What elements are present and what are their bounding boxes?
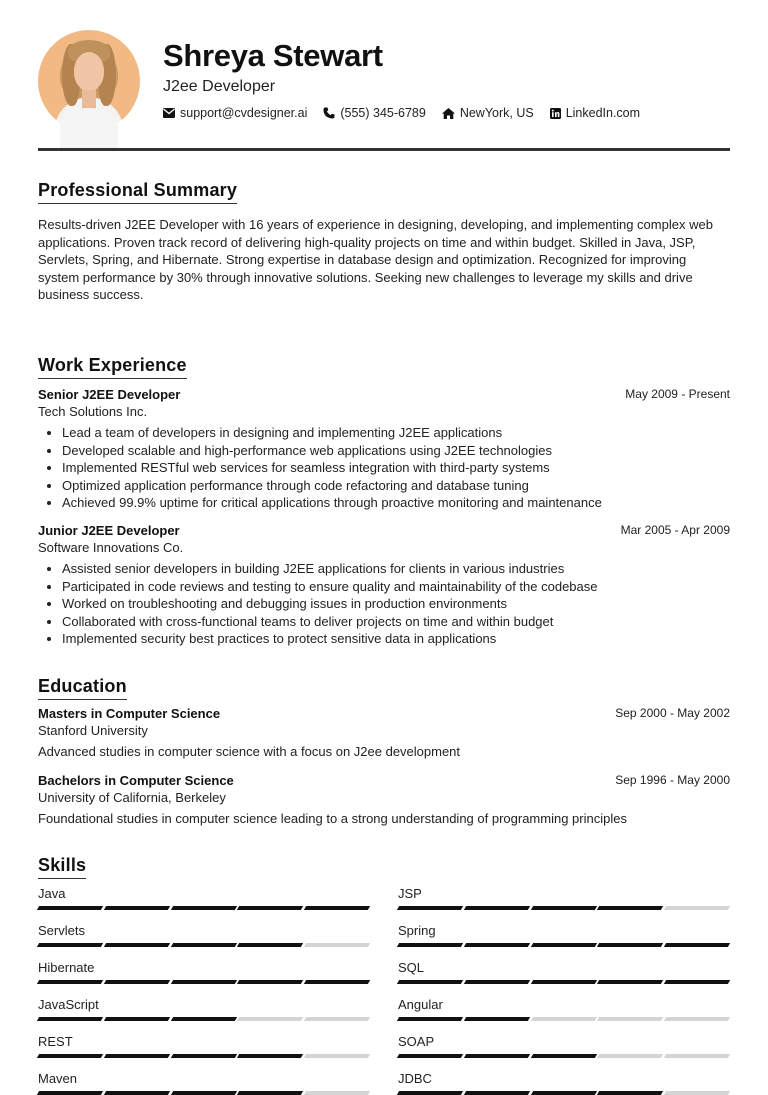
skill-name: SOAP (398, 1034, 435, 1049)
skill-level-segment-filled (104, 943, 170, 947)
skill-level-bar (398, 1054, 729, 1058)
education-heading: Education (38, 676, 127, 700)
skill-level-bar (398, 980, 729, 984)
skill-name: Java (38, 886, 66, 901)
skill-level-segment-filled (237, 906, 303, 910)
skill-level-segment-filled (597, 943, 663, 947)
skill-item (398, 886, 729, 901)
linkedin-icon (550, 108, 561, 119)
skill-name: JSP (398, 886, 422, 901)
list-item: • Lead a team of developers in designing and implementing J2EE applications (62, 424, 730, 442)
skill-name: Servlets (38, 923, 85, 938)
skill-name: Spring (398, 923, 436, 938)
skill-level-segment-filled (37, 1017, 103, 1021)
skill-level-segment-filled (104, 1017, 170, 1021)
contact-location (442, 106, 534, 120)
header-divider (38, 148, 730, 151)
skill-level-segment-filled (37, 1054, 103, 1058)
job-entry (38, 387, 730, 512)
job-dates: May 2009 - Present (625, 387, 730, 401)
skill-level-segment-filled (104, 1054, 170, 1058)
list-item: • Assisted senior developers in building J2EE applications for clients in various industries (62, 560, 730, 578)
skill-level-segment-filled (464, 1017, 530, 1021)
skill-level-segment-filled (464, 943, 530, 947)
skill-level-segment-filled (530, 943, 596, 947)
skill-level-segment-filled (170, 980, 236, 984)
skill-name: JDBC (398, 1071, 432, 1086)
job-company: Software Innovations Co. (38, 540, 184, 555)
skill-level-segment-filled (170, 1054, 236, 1058)
list-item: • Developed scalable and high-performance web applications using J2EE technologies (62, 442, 730, 460)
skill-level-segment-filled (464, 1091, 530, 1095)
skill-level-segment-filled (304, 980, 370, 984)
skill-level-segment-filled (530, 906, 596, 910)
list-item: • Implemented security best practices to protect sensitive data in applications (62, 630, 730, 648)
skill-level-segment-filled (530, 980, 596, 984)
skill-level-segment-filled (397, 1054, 463, 1058)
skill-level-segment-empty (664, 1017, 730, 1021)
phone-icon (323, 107, 335, 119)
resume-header (38, 30, 730, 132)
skill-level-segment-filled (304, 906, 370, 910)
job-title: Senior J2EE Developer (38, 387, 181, 402)
skill-level-segment-filled (597, 1091, 663, 1095)
skill-name: JavaScript (38, 997, 99, 1012)
school-name: Stanford University (38, 723, 148, 738)
skill-level-segment-empty (304, 1017, 370, 1021)
job-entry (38, 523, 730, 648)
skill-item (398, 1071, 729, 1086)
skill-level-segment-filled (170, 1017, 236, 1021)
skill-level-segment-empty (664, 1091, 730, 1095)
list-item: • Optimized application performance through code refactoring and database tuning (62, 477, 730, 495)
skill-level-bar (398, 1091, 729, 1095)
school-name: University of California, Berkeley (38, 790, 226, 805)
skill-level-segment-empty (664, 906, 730, 910)
skill-level-segment-filled (464, 1054, 530, 1058)
list-item: • Worked on troubleshooting and debugging issues in production environments (62, 595, 730, 613)
phone-text: (555) 345-6789 (340, 106, 426, 120)
skill-level-segment-filled (37, 906, 103, 910)
skill-level-segment-empty (597, 1017, 663, 1021)
skill-level-segment-filled (397, 980, 463, 984)
skill-level-segment-filled (664, 943, 730, 947)
education-dates: Sep 1996 - May 2000 (615, 773, 730, 787)
skill-level-bar (38, 943, 369, 947)
list-item: • Collaborated with cross-functional teams to deliver projects on time and within budget (62, 613, 730, 631)
skill-item (398, 923, 729, 938)
skill-item (38, 923, 369, 938)
skill-level-segment-filled (397, 943, 463, 947)
experience-heading: Work Experience (38, 355, 187, 379)
skill-level-segment-filled (104, 980, 170, 984)
skill-level-segment-filled (530, 1091, 596, 1095)
contact-phone[interactable] (323, 106, 425, 120)
job-bullets (38, 560, 730, 648)
skill-item (38, 1071, 369, 1086)
skill-item (398, 997, 729, 1012)
skill-level-segment-empty (304, 943, 370, 947)
skill-level-bar (38, 1054, 369, 1058)
skill-item (398, 960, 729, 975)
education-entry (38, 773, 730, 826)
skill-level-segment-filled (397, 1091, 463, 1095)
profile-photo (38, 30, 140, 132)
skill-level-segment-empty (597, 1054, 663, 1058)
skill-name: REST (38, 1034, 73, 1049)
skill-level-segment-filled (530, 1054, 596, 1058)
skill-name: Angular (398, 997, 443, 1012)
skill-level-bar (398, 943, 729, 947)
skill-name: Hibernate (38, 960, 95, 975)
list-item: • Implemented RESTful web services for seamless integration with third-party systems (62, 459, 730, 477)
skill-level-segment-filled (397, 1017, 463, 1021)
candidate-role: J2ee Developer (163, 78, 276, 95)
skill-item (38, 960, 369, 975)
candidate-name: Shreya Stewart (163, 38, 383, 73)
skill-level-segment-filled (104, 1091, 170, 1095)
skill-level-bar (38, 906, 369, 910)
skills-heading: Skills (38, 855, 86, 879)
skill-level-bar (38, 1091, 369, 1095)
skill-level-bar (38, 1017, 369, 1021)
degree-title: Bachelors in Computer Science (38, 773, 234, 788)
list-item: • Participated in code reviews and testing to ensure quality and maintainability of the codebase (62, 578, 730, 596)
contact-linkedin[interactable] (550, 106, 640, 120)
summary-heading: Professional Summary (38, 180, 237, 204)
skill-name: SQL (398, 960, 425, 975)
skill-level-segment-filled (37, 980, 103, 984)
skill-item (38, 1034, 369, 1049)
location-text: NewYork, US (459, 106, 534, 120)
skill-name: Maven (38, 1071, 78, 1086)
skill-level-segment-filled (170, 943, 236, 947)
linkedin-text: LinkedIn.com (565, 106, 641, 120)
skill-level-segment-empty (530, 1017, 596, 1021)
skill-level-bar (398, 1017, 729, 1021)
email-text: support@cvdesigner.ai (180, 106, 308, 120)
skill-level-segment-empty (664, 1054, 730, 1058)
education-description: Foundational studies in computer science leading to a strong understanding of programming principles (38, 811, 627, 826)
skill-level-segment-empty (304, 1054, 370, 1058)
education-description: Advanced studies in computer science with a focus on J2ee development (38, 744, 461, 759)
skill-level-segment-filled (170, 906, 236, 910)
skill-item (38, 997, 369, 1012)
job-dates: Mar 2005 - Apr 2009 (620, 523, 730, 537)
education-entry (38, 706, 730, 759)
skill-item (38, 886, 369, 901)
job-title: Junior J2EE Developer (38, 523, 180, 538)
skill-level-segment-filled (237, 943, 303, 947)
summary-text: Results-driven J2EE Developer with 16 years of experience in designing, developing, and implementing complex web applications. Proven track record of delivering high-quality projects on time and within budget. Skilled in Java, JSP, Servlets, Spring, and Hibernate. Strong expertise in database design and optimization. Recognized for improving system performance by 30% through innovative solutions. Seeking new challenges to leverage my skills and drive business success. (38, 217, 713, 302)
skill-item (398, 1034, 729, 1049)
skill-level-segment-filled (664, 980, 730, 984)
home-icon (442, 108, 455, 119)
skill-level-segment-filled (464, 980, 530, 984)
job-bullets (38, 424, 730, 512)
contact-bar (163, 106, 656, 120)
skill-level-segment-empty (304, 1091, 370, 1095)
degree-title: Masters in Computer Science (38, 706, 221, 721)
list-item: • Achieved 99.9% uptime for critical applications through proactive monitoring and maintenance (62, 494, 730, 512)
skill-level-bar (38, 980, 369, 984)
job-company: Tech Solutions Inc. (38, 404, 148, 419)
skill-level-segment-filled (237, 1054, 303, 1058)
skill-level-segment-filled (464, 906, 530, 910)
skill-level-segment-filled (237, 1091, 303, 1095)
skill-level-segment-empty (237, 1017, 303, 1021)
skill-level-segment-filled (597, 906, 663, 910)
skill-level-bar (398, 906, 729, 910)
skill-level-segment-filled (104, 906, 170, 910)
education-dates: Sep 2000 - May 2002 (615, 706, 730, 720)
skill-level-segment-filled (597, 980, 663, 984)
skill-level-segment-filled (170, 1091, 236, 1095)
skill-level-segment-filled (397, 906, 463, 910)
envelope-icon (163, 108, 175, 118)
skill-level-segment-filled (37, 1091, 103, 1095)
skill-level-segment-filled (237, 980, 303, 984)
contact-email[interactable] (163, 106, 307, 120)
skill-level-segment-filled (37, 943, 103, 947)
